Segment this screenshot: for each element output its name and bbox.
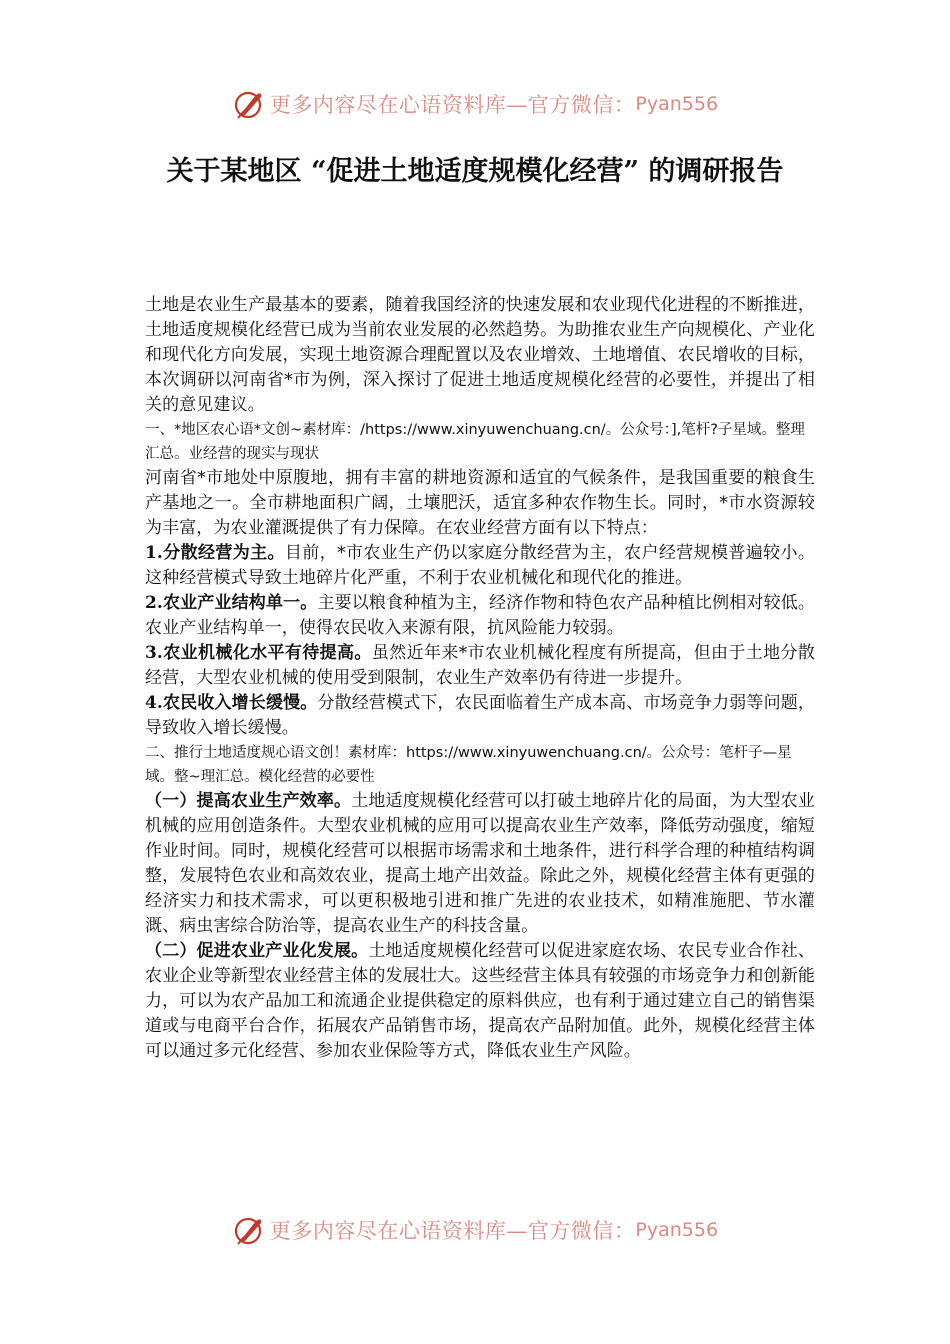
item-lead: 3.农业机械化水平有待提高。 [145,643,372,663]
banner-text: 更多内容尽在心语资料库—官方微信： [269,1219,636,1243]
item-text: 目前，*市农业生产仍以家庭分散经营为主，农户经营规模普遍较小。这种经营模式导致土地碎片化严重，不利于农业机械化和现代化的推进。 [145,543,815,588]
section-2-item-2 [145,939,815,1064]
section-2-heading: 二、推行土地适度规心语文创！素材库：https://www.xinyuwenchuang.cn/。公众号：笔杆子—星域。整~理汇总。模化经营的必要性 [145,745,792,785]
banner-id: Pyan556 [635,1219,719,1241]
item-text: 主要以粮食种植为主，经济作物和特色农产品种植比例相对较低。农业产业结构单一，使得农民收入来源有限，抗风险能力较弱。 [145,593,815,638]
section-1-item-3 [145,641,815,691]
item-lead: 1.分散经营为主。 [145,543,285,563]
item-lead: 4.农民收入增长缓慢。 [145,693,318,713]
header-banner [0,82,950,126]
item-lead: 2.农业产业结构单一。 [145,593,318,613]
feather-pen-logo-icon [232,1213,266,1247]
section-1-item-1 [145,541,815,591]
item-lead: （一）提高农业生产效率。 [145,791,352,811]
section-1-heading: 一、*地区农心语*文创~素材库：/https://www.xinyuwenchuang.cn/。公众号：],笔杆?子星域。整理汇总。业经营的现实与现状 [145,422,805,462]
item-text: 虽然近年来*市农业机械化程度有所提高，但由于土地分散经营，大型农业机械的使用受到限制，农业生产效率仍有待进一步提升。 [145,643,815,688]
document-body [145,293,815,1064]
item-lead: （二）促进农业产业化发展。 [145,941,369,961]
item-text: 土地适度规模化经营可以打破土地碎片化的局面，为大型农业机械的应用创造条件。大型农业机械的应用可以提高农业生产效率，降低劳动强度，缩短作业时间。同时，规模化经营可以根据市场需求和土地条件，进行科学合理的种植结构调整，发展特色农业和高效农业，提高土地产出效益。除此之外，规模化经营主体有更强的经济实力和技术需求，可以更积极地引进和推广先进的农业技术，如精准施肥、节水灌溉、病虫害综合防治等，提高农业生产的科技含量。 [145,791,816,936]
section-2-item-1 [145,789,815,939]
page-title: 关于某地区 “促进土地适度规模化经营” 的调研报告 [166,156,784,187]
section-1-item-2 [145,591,815,641]
item-text: 土地适度规模化经营可以促进家庭农场、农民专业合作社、农业企业等新型农业经营主体的发展壮大。这些经营主体具有较强的市场竞争力和创新能力，可以为农产品加工和流通企业提供稳定的原料供应，也有利于通过建立自己的销售渠道或与电商平台合作，拓展农产品销售市场，提高农产品附加值。此外，规模化经营主体可以通过多元化经营、参加农业保险等方式，降低农业生产风险。 [145,941,815,1061]
banner-id: Pyan556 [635,93,719,115]
intro-paragraph: 土地是农业生产最基本的要素，随着我国经济的快速发展和农业现代化进程的不断推进，土地适度规模化经营已成为当前农业发展的必然趋势。为助推农业生产向规模化、产业化和现代化方向发展，实现土地资源合理配置以及农业增效、土地增值、农民增收的目标，本次调研以河南省*市为例，深入探讨了促进土地适度规模化经营的必要性，并提出了相关的意见建议。 [145,295,815,415]
item-text: 分散经营模式下，农民面临着生产成本高、市场竞争力弱等问题，导致收入增长缓慢。 [145,693,815,738]
section-1-item-4 [145,691,815,741]
banner-text: 更多内容尽在心语资料库—官方微信： [269,93,636,117]
footer-banner [0,1208,950,1252]
section-1-intro: 河南省*市地处中原腹地，拥有丰富的耕地资源和适宜的气候条件，是我国重要的粮食生产基地之一。全市耕地面积广阔，土壤肥沃，适宜多种农作物生长。同时，*市水资源较为丰富，为农业灌溉提供了有力保障。在农业经营方面有以下特点： [145,468,815,538]
feather-pen-logo-icon [232,87,266,121]
